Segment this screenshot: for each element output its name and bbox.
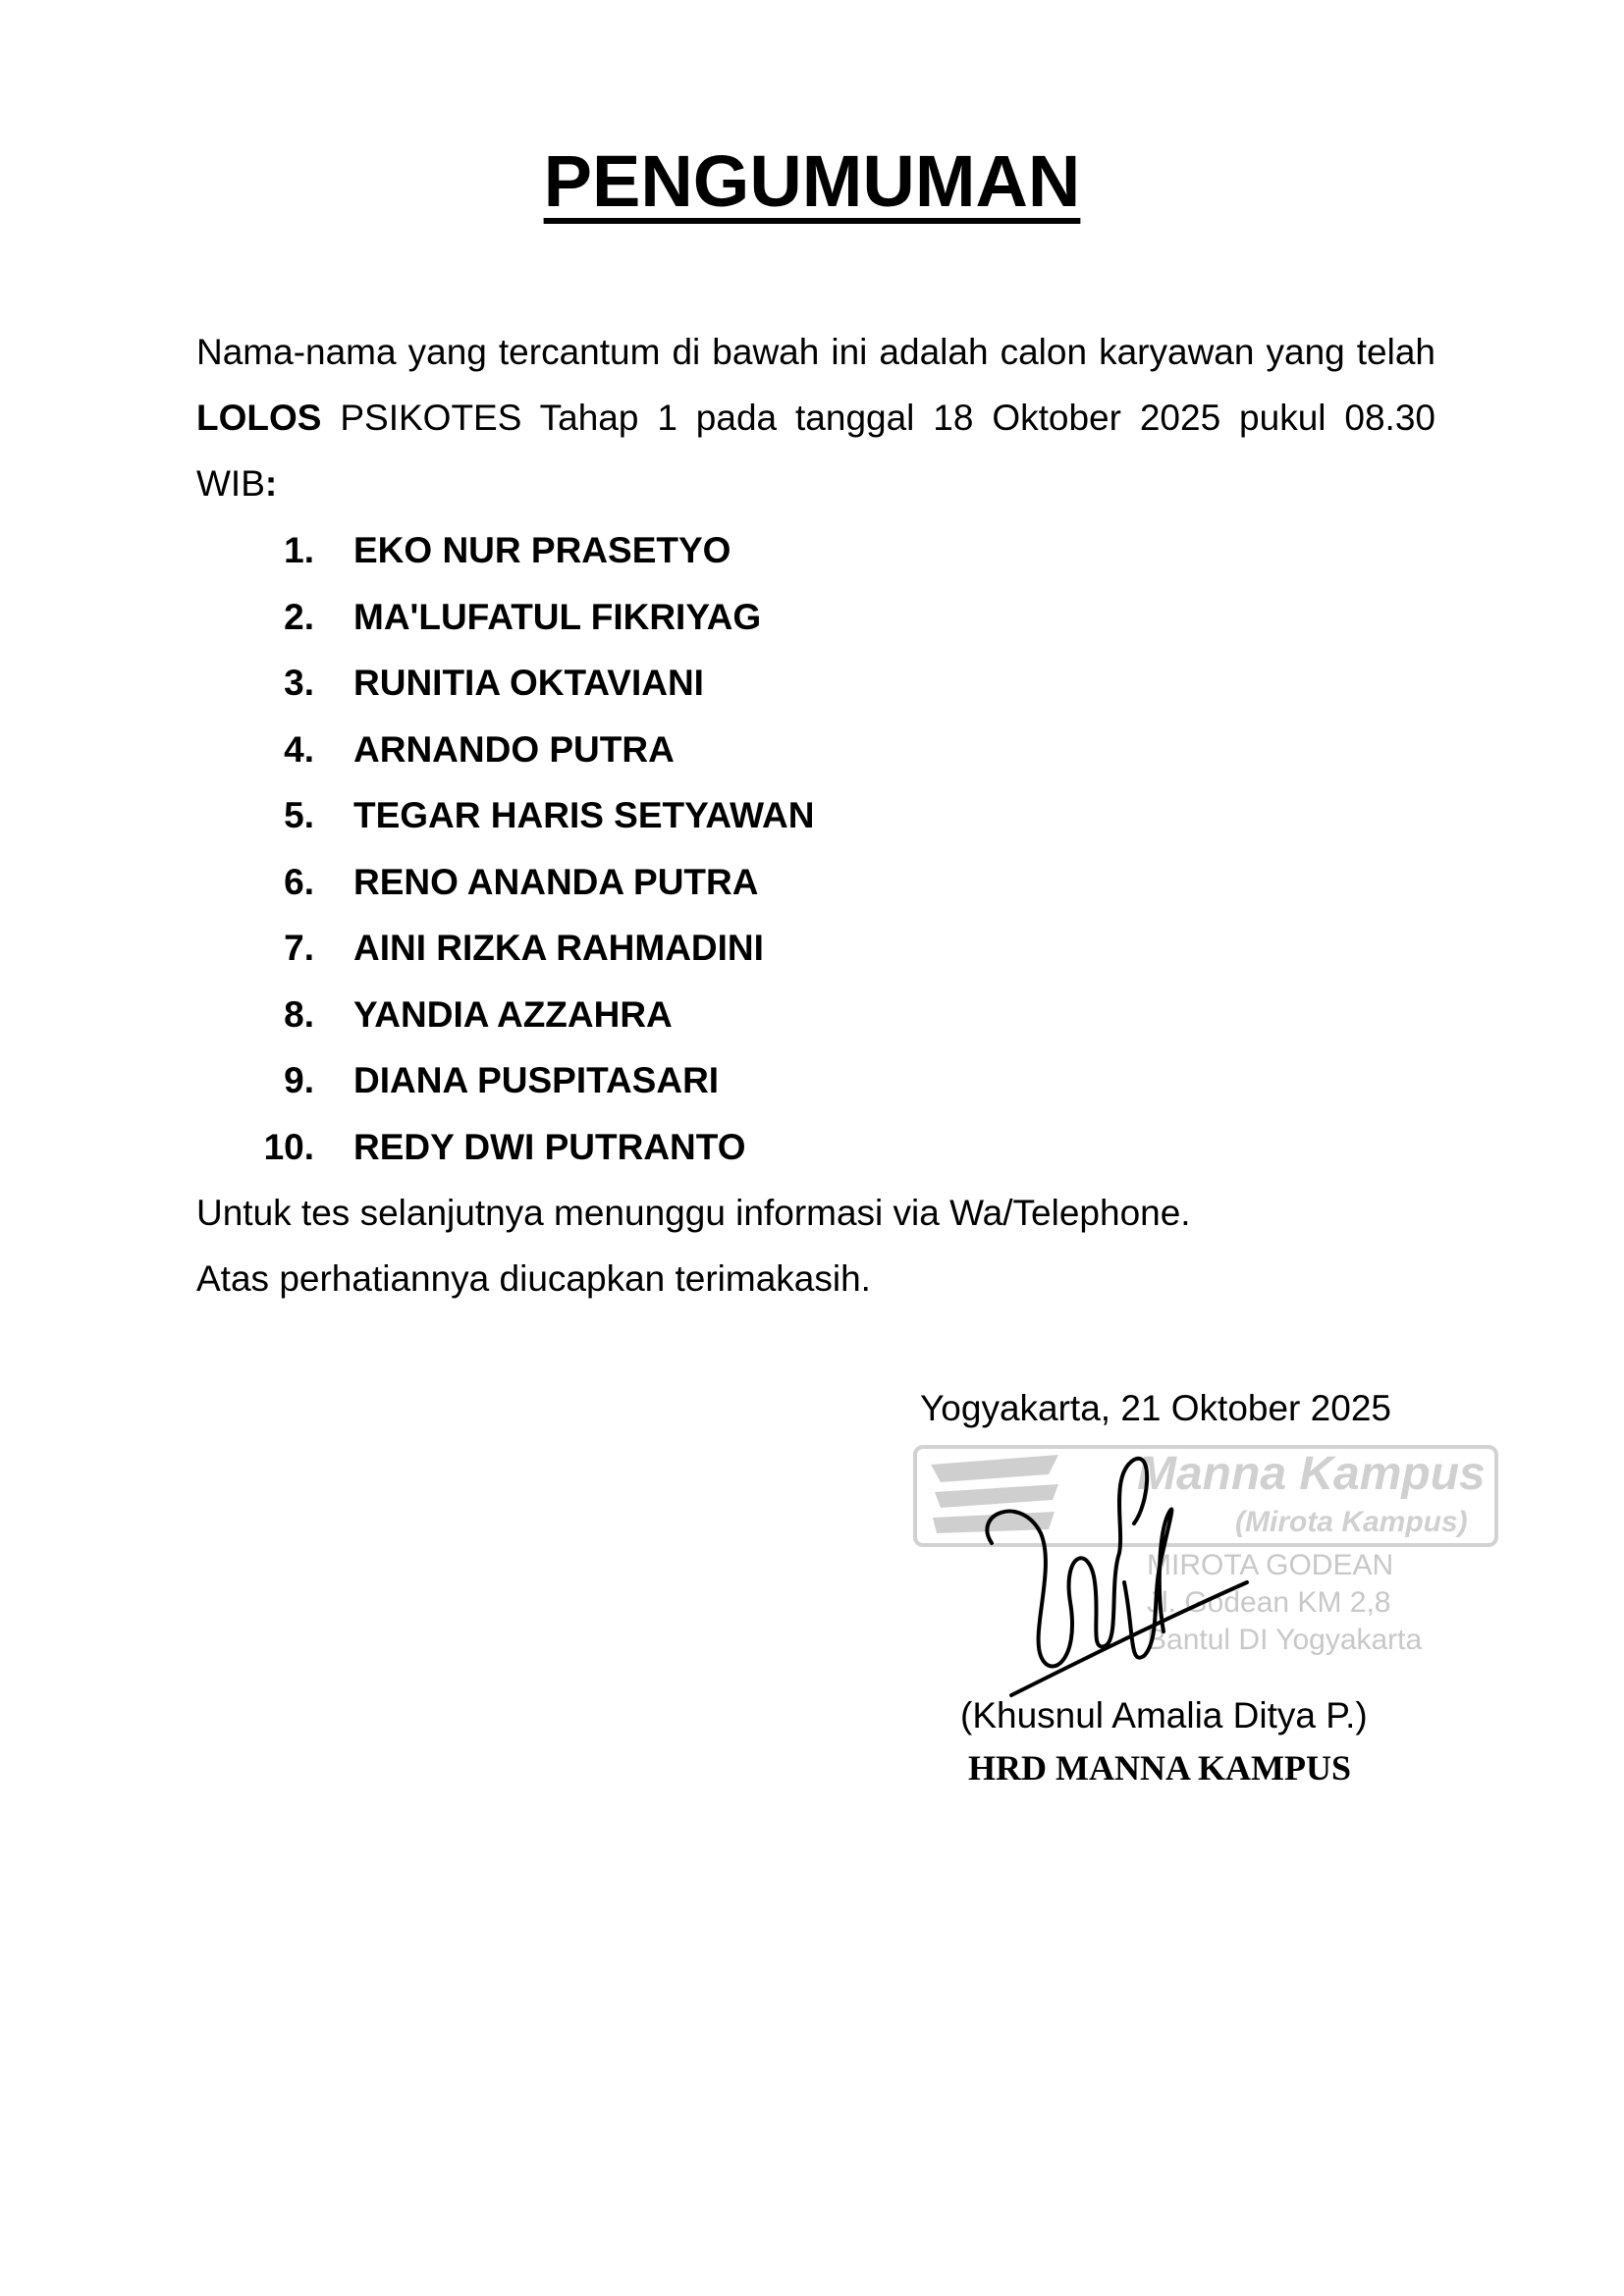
candidate-name: REDY DWI PUTRANTO [353,1126,746,1167]
signer-role: HRD MANNA KAMPUS [968,1748,1351,1788]
closing-line: Atas perhatiannya diucapkan terimakasih. [196,1258,871,1299]
list-item [236,1047,814,1114]
list-number: 10. [263,1126,314,1167]
stamp-line-1: MIROTA GODEAN [1147,1549,1394,1581]
candidate-name: DIANA PUSPITASARI [353,1060,720,1100]
handwritten-signature [962,1435,1257,1710]
list-item [236,650,814,717]
candidate-name: EKO NUR PRASETYO [353,530,731,570]
list-number: 8. [284,993,314,1035]
list-item [236,517,814,584]
page-title [0,140,1624,222]
list-item [236,782,814,849]
list-item [236,915,814,982]
list-item [236,717,814,783]
list-number: 4. [284,728,314,770]
list-number: 1. [284,530,314,570]
candidate-name: TEGAR HARIS SETYAWAN [353,795,815,835]
closing-line: Untuk tes selanjutnya menunggu informasi via Wa/Telephone. [196,1193,1191,1233]
list-item [236,982,814,1048]
candidate-name: MA'LUFATUL FIKRIYAG [353,596,762,637]
intro-text-2: PSIKOTES Tahap 1 pada tanggal 18 Oktober 2025 pukul 08.30 WIB [196,398,1435,504]
list-number: 9. [284,1060,314,1100]
intro-colon: : [264,463,278,504]
list-item [236,849,814,916]
intro-text-1: Nama-nama yang tercantum di bawah ini adalah calon karyawan yang telah [196,332,1435,372]
stamp-line-2: Jl. Godean KM 2,8 [1147,1586,1391,1619]
list-number: 2. [284,596,314,637]
stamp-line-3: Bantul DI Yogyakarta [1147,1624,1423,1656]
stamp-brand: Manna Kampus [1137,1448,1486,1500]
candidate-name: RUNITIA OKTAVIANI [353,663,704,703]
candidate-list [236,517,814,1180]
page-title-text: PENGUMUMAN [543,140,1081,222]
candidate-name: YANDIA AZZAHRA [353,993,673,1035]
candidate-name: RENO ANANDA PUTRA [353,861,759,902]
candidate-name: ARNANDO PUTRA [353,728,675,770]
list-item [236,584,814,651]
intro-highlight: LOLOS [196,398,322,438]
list-number: 3. [284,663,314,703]
list-number: 6. [284,861,314,902]
sign-place-date: Yogyakarta, 21 Oktober 2025 [920,1388,1391,1428]
list-number: 7. [284,928,314,968]
stamp-sub: (Mirota Kampus) [1235,1506,1468,1538]
intro-paragraph [196,319,1435,516]
signer-name: (Khusnul Amalia Ditya P.) [960,1695,1368,1735]
candidate-name: AINI RIZKA RAHMADINI [353,928,764,968]
list-item [236,1114,814,1181]
list-number: 5. [284,795,314,835]
